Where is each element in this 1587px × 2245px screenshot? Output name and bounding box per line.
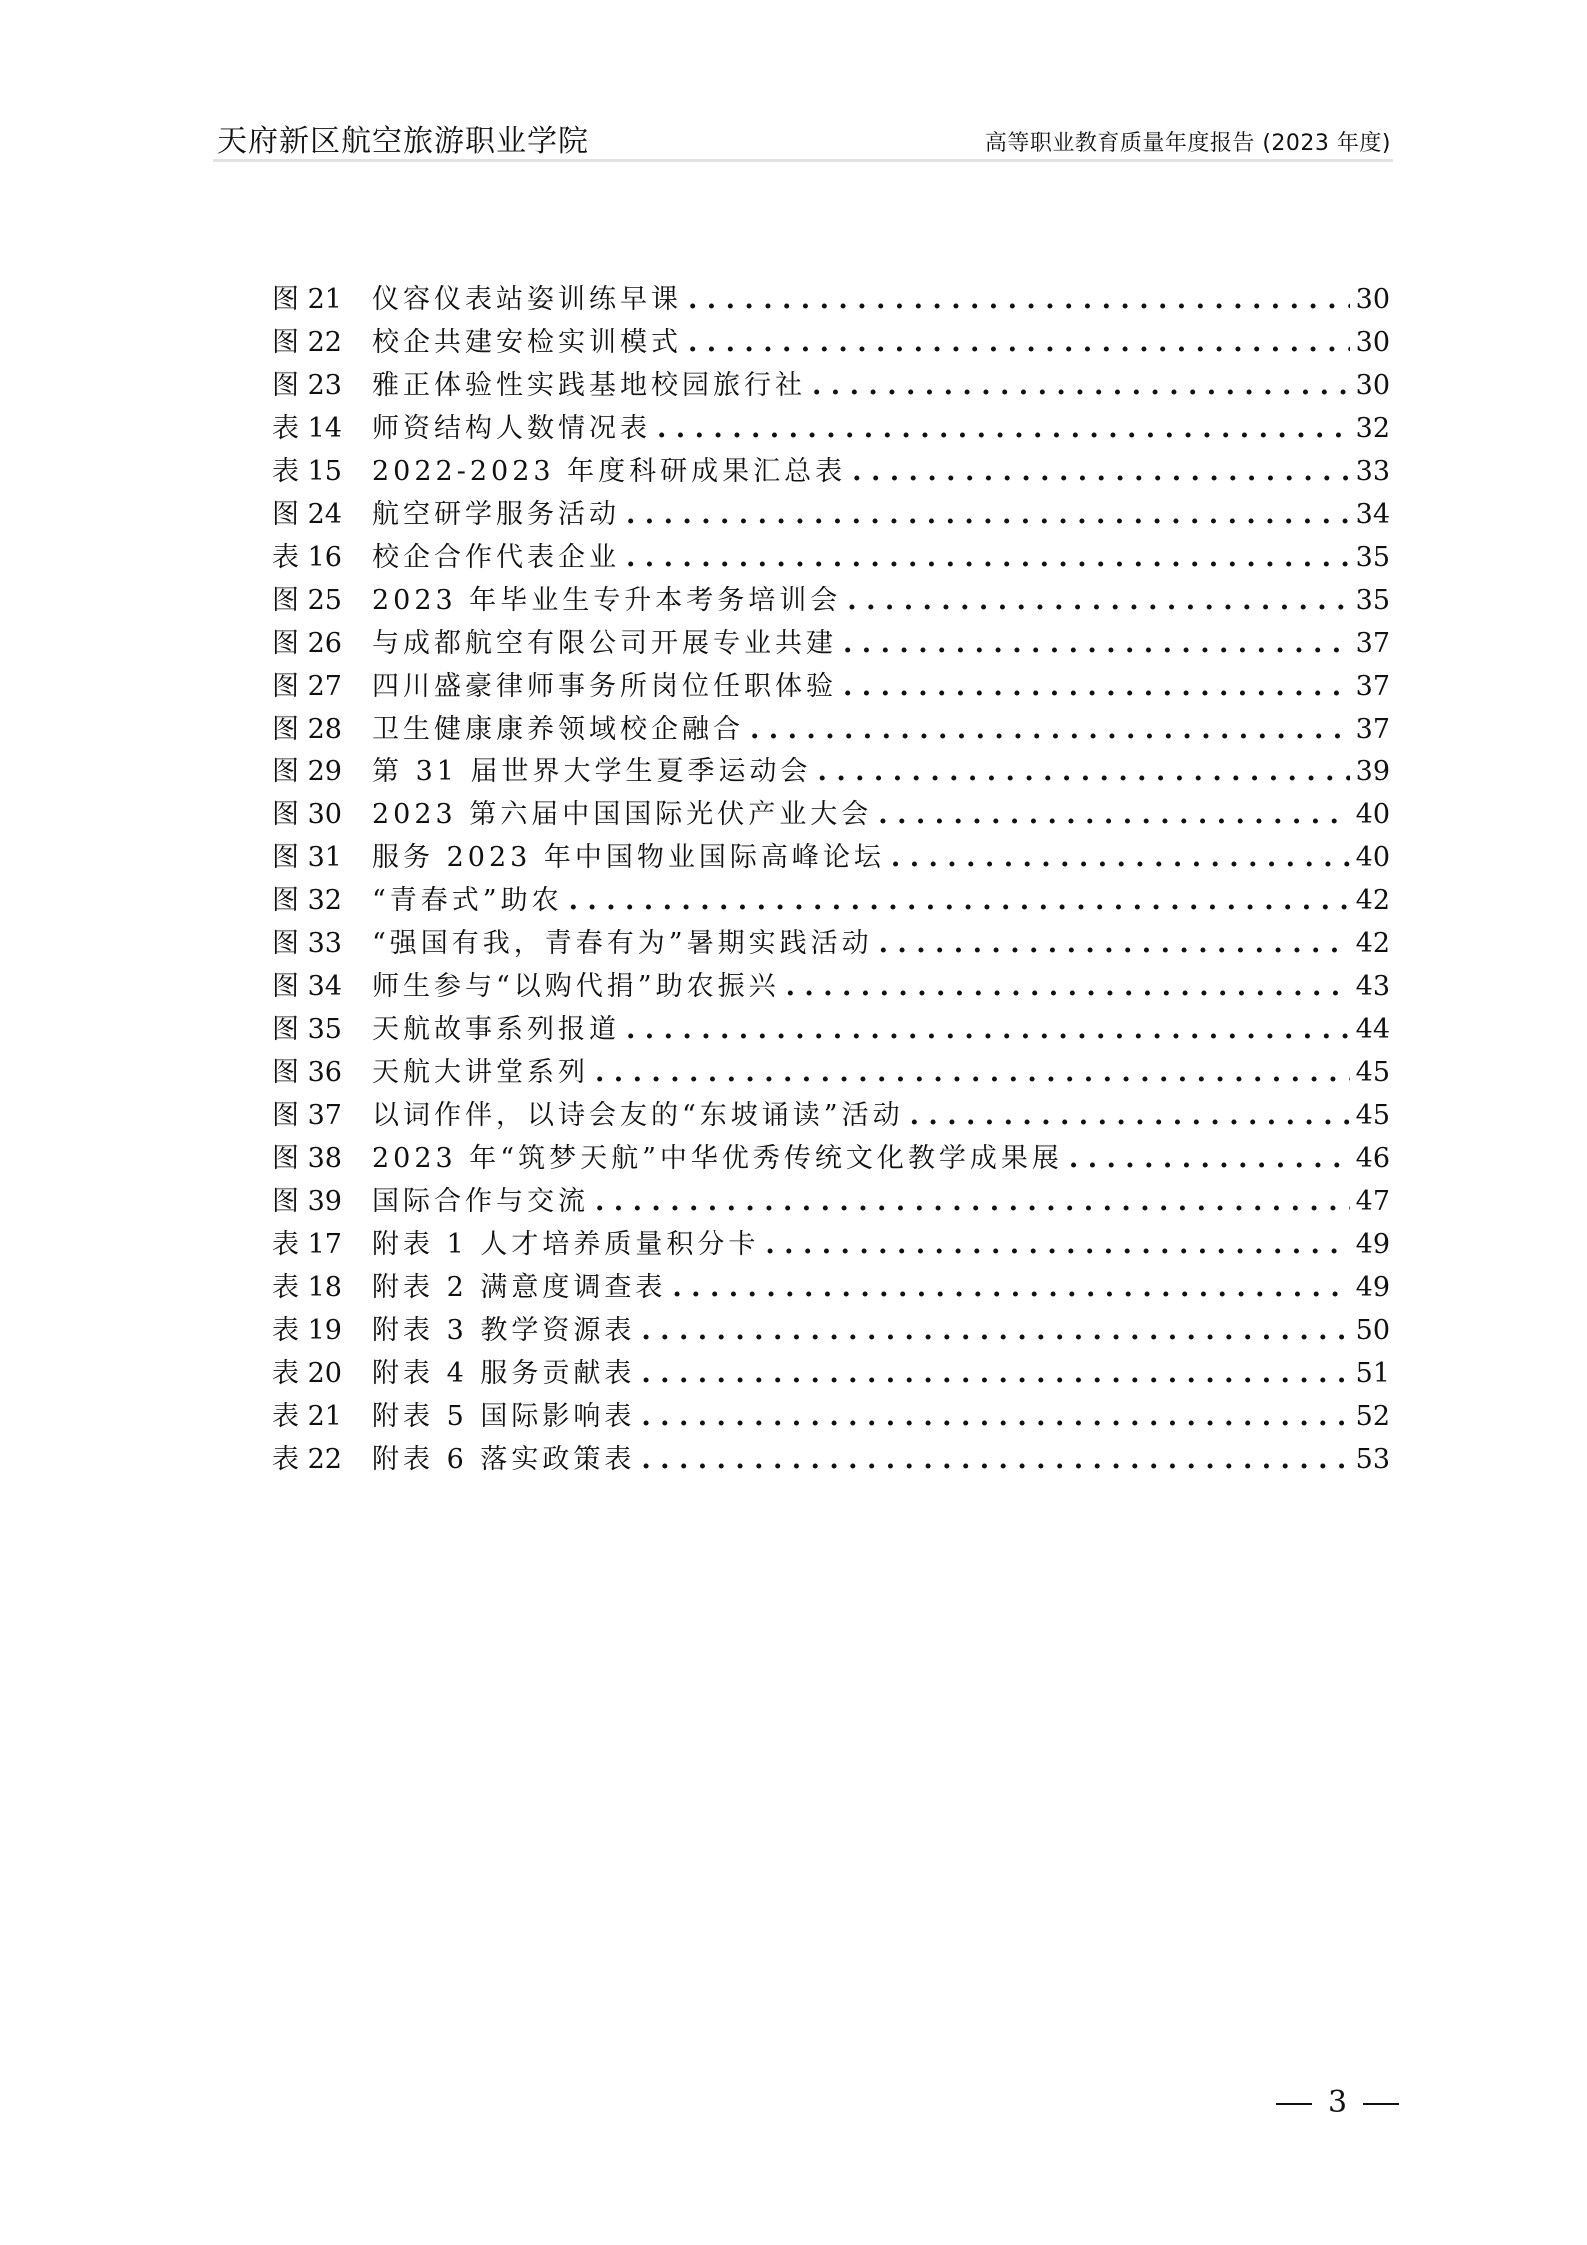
dot-leader — [843, 666, 1350, 709]
toc-entry[interactable] — [272, 1396, 1390, 1439]
toc-entry-label: 图 38 — [272, 1143, 342, 1175]
dot-leader — [672, 1267, 1349, 1310]
institution-name: 天府新区航空旅游职业学院 — [217, 124, 589, 159]
toc-entry-title: 2023 年毕业生专升本考务培训会 — [372, 584, 842, 616]
toc-entry-title: 附表 1 人才培养质量积分卡 — [372, 1228, 760, 1260]
toc-entry-page: 30 — [1355, 284, 1390, 315]
dot-leader — [910, 1095, 1350, 1138]
toc-entry[interactable] — [272, 365, 1390, 408]
toc-entry-label: 表 17 — [272, 1228, 342, 1260]
toc-entry-label: 图 25 — [272, 584, 342, 616]
toc-entry[interactable] — [272, 1181, 1390, 1224]
toc-entry-title: 师生参与“以购代捐”助农振兴 — [372, 971, 780, 1003]
toc-entry-page: 35 — [1355, 584, 1390, 616]
table-of-contents — [272, 279, 1390, 1482]
dot-leader — [595, 1052, 1350, 1095]
toc-entry[interactable] — [272, 666, 1390, 709]
toc-entry-page: 40 — [1355, 799, 1390, 831]
toc-entry-title: 附表 4 服务贡献表 — [372, 1357, 636, 1389]
toc-entry[interactable] — [272, 923, 1390, 966]
toc-entry-page: 32 — [1355, 412, 1390, 444]
toc-entry-page: 45 — [1355, 1100, 1390, 1132]
toc-entry-label: 表 15 — [272, 455, 342, 487]
dot-leader — [878, 794, 1349, 837]
toc-entry[interactable] — [272, 709, 1390, 752]
toc-entry-label: 图 28 — [272, 713, 342, 745]
dot-leader — [626, 1009, 1350, 1052]
toc-entry-title: 附表 2 满意度调查表 — [372, 1271, 667, 1303]
toc-entry[interactable] — [272, 1095, 1390, 1138]
toc-entry-page: 42 — [1355, 885, 1390, 917]
toc-entry[interactable] — [272, 408, 1390, 451]
dot-leader — [688, 279, 1350, 322]
toc-entry-label: 图 30 — [272, 799, 342, 831]
toc-entry[interactable] — [272, 537, 1390, 580]
toc-entry-title: 天航大讲堂系列 — [372, 1057, 589, 1089]
toc-entry-title: 国际合作与交流 — [372, 1186, 589, 1218]
toc-entry-label: 图 23 — [272, 369, 342, 401]
toc-entry-title: “青春式”助农 — [372, 885, 563, 917]
toc-entry-label: 表 20 — [272, 1357, 342, 1389]
toc-entry-page: 42 — [1355, 928, 1390, 960]
toc-entry-page: 37 — [1355, 713, 1390, 745]
toc-entry-page: 34 — [1355, 498, 1390, 530]
toc-entry-label: 图 29 — [272, 756, 342, 788]
toc-entry[interactable] — [272, 494, 1390, 537]
toc-entry-label: 图 36 — [272, 1057, 342, 1089]
dash-left — [1276, 2103, 1312, 2105]
dot-leader — [641, 1310, 1349, 1353]
toc-entry-label: 表 14 — [272, 412, 342, 444]
toc-entry-page: 35 — [1355, 541, 1390, 573]
page-number-value: 3 — [1328, 2085, 1348, 2120]
toc-entry-title: 2022-2023 年度科研成果汇总表 — [372, 455, 847, 487]
dot-leader — [843, 623, 1350, 666]
dot-leader — [641, 1353, 1349, 1396]
toc-entry-page: 30 — [1355, 369, 1390, 401]
dot-leader — [852, 451, 1350, 494]
toc-entry-label: 表 16 — [272, 541, 342, 573]
toc-entry-label: 表 21 — [272, 1400, 342, 1432]
toc-entry-page: 30 — [1355, 326, 1390, 358]
toc-entry-title: 2023 年“筑梦天航”中华优秀传统文化教学成果展 — [372, 1143, 1063, 1175]
toc-entry-title: 四川盛豪律师事务所岗位任职体验 — [372, 670, 837, 702]
toc-entry-page: 39 — [1355, 756, 1390, 788]
toc-entry-label: 图 21 — [272, 284, 342, 315]
page-number — [1260, 2085, 1415, 2120]
toc-entry[interactable] — [272, 279, 1390, 322]
dot-leader — [626, 537, 1350, 580]
dash-right — [1363, 2103, 1399, 2105]
toc-entry[interactable] — [272, 623, 1390, 666]
dot-leader — [641, 1396, 1349, 1439]
toc-entry-title: 仪容仪表站姿训练早课 — [372, 284, 682, 315]
toc-entry[interactable] — [272, 451, 1390, 494]
toc-entry-label: 图 31 — [272, 842, 342, 874]
toc-entry-title: 2023 第六届中国国际光伏产业大会 — [372, 799, 873, 831]
toc-entry-title: 雅正体验性实践基地校园旅行社 — [372, 369, 806, 401]
toc-entry-page: 37 — [1355, 670, 1390, 702]
toc-entry[interactable] — [272, 837, 1390, 880]
toc-entry[interactable] — [272, 1439, 1390, 1482]
toc-entry-page: 33 — [1355, 455, 1390, 487]
toc-entry-page: 40 — [1355, 842, 1390, 874]
toc-entry-label: 表 18 — [272, 1271, 342, 1303]
dot-leader — [569, 880, 1350, 923]
toc-entry[interactable] — [272, 751, 1390, 794]
dot-leader — [818, 751, 1350, 794]
toc-entry-page: 49 — [1355, 1271, 1390, 1303]
toc-entry-label: 图 37 — [272, 1100, 342, 1132]
dot-leader — [688, 322, 1350, 365]
toc-entry[interactable] — [272, 1052, 1390, 1095]
toc-entry-label: 图 27 — [272, 670, 342, 702]
toc-entry-title: 校企合作代表企业 — [372, 541, 620, 573]
toc-entry-label: 表 19 — [272, 1314, 342, 1346]
toc-entry-page: 51 — [1355, 1357, 1390, 1389]
dot-leader — [1069, 1138, 1350, 1181]
toc-entry-page: 52 — [1355, 1400, 1390, 1432]
dot-leader — [750, 709, 1350, 752]
toc-entry[interactable] — [272, 880, 1390, 923]
dot-leader — [847, 580, 1349, 623]
dot-leader — [641, 1439, 1349, 1482]
toc-entry-page: 45 — [1355, 1057, 1390, 1089]
toc-entry[interactable] — [272, 1310, 1390, 1353]
toc-entry[interactable] — [272, 580, 1390, 623]
toc-entry-title: 校企共建安检实训模式 — [372, 326, 682, 358]
toc-entry-label: 图 33 — [272, 928, 342, 960]
toc-entry-title: 航空研学服务活动 — [372, 498, 620, 530]
report-title: 高等职业教育质量年度报告 (2023 年度) — [984, 131, 1391, 156]
toc-entry-page: 50 — [1355, 1314, 1390, 1346]
toc-entry[interactable] — [272, 1138, 1390, 1181]
toc-entry-page: 46 — [1355, 1143, 1390, 1175]
toc-entry[interactable] — [272, 794, 1390, 837]
toc-entry-page: 53 — [1355, 1443, 1390, 1475]
toc-entry-label: 图 26 — [272, 627, 342, 659]
toc-entry-title: 附表 6 落实政策表 — [372, 1443, 636, 1475]
toc-entry-title: “强国有我，青春有为”暑期实践活动 — [372, 928, 873, 960]
dot-leader — [786, 966, 1350, 1009]
toc-entry[interactable] — [272, 1267, 1390, 1310]
toc-entry-page: 37 — [1355, 627, 1390, 659]
toc-entry-title: 附表 3 教学资源表 — [372, 1314, 636, 1346]
toc-entry-page: 47 — [1355, 1186, 1390, 1218]
toc-entry-title: 第 31 届世界大学生夏季运动会 — [372, 756, 812, 788]
dot-leader — [765, 1224, 1349, 1267]
toc-entry-label: 图 39 — [272, 1186, 342, 1218]
dot-leader — [812, 365, 1350, 408]
dot-leader — [657, 408, 1350, 451]
toc-entry-title: 师资结构人数情况表 — [372, 412, 651, 444]
toc-entry-label: 表 22 — [272, 1443, 342, 1475]
toc-entry[interactable] — [272, 1224, 1390, 1267]
toc-entry-page: 49 — [1355, 1228, 1390, 1260]
toc-entry-title: 以词作伴，以诗会友的“东坡诵读”活动 — [372, 1100, 904, 1132]
toc-entry[interactable] — [272, 322, 1390, 365]
toc-entry-label: 图 24 — [272, 498, 342, 530]
dot-leader — [879, 923, 1350, 966]
toc-entry-page: 44 — [1355, 1014, 1390, 1046]
dot-leader — [626, 494, 1350, 537]
toc-entry-label: 图 34 — [272, 971, 342, 1003]
dot-leader — [595, 1181, 1350, 1224]
toc-entry-title: 附表 5 国际影响表 — [372, 1400, 636, 1432]
toc-entry[interactable] — [272, 1009, 1390, 1052]
toc-entry-label: 图 35 — [272, 1014, 342, 1046]
toc-entry-title: 服务 2023 年中国物业国际高峰论坛 — [372, 842, 885, 874]
header-divider — [213, 159, 1393, 162]
toc-entry-label: 图 22 — [272, 326, 342, 358]
toc-entry-page: 43 — [1355, 971, 1390, 1003]
toc-entry[interactable] — [272, 966, 1390, 1009]
toc-entry-title: 与成都航空有限公司开展专业共建 — [372, 627, 837, 659]
toc-entry-label: 图 32 — [272, 885, 342, 917]
toc-entry-title: 天航故事系列报道 — [372, 1014, 620, 1046]
dot-leader — [891, 837, 1350, 880]
toc-entry[interactable] — [272, 1353, 1390, 1396]
toc-entry-title: 卫生健康康养领域校企融合 — [372, 713, 744, 745]
page-header — [213, 112, 1393, 162]
